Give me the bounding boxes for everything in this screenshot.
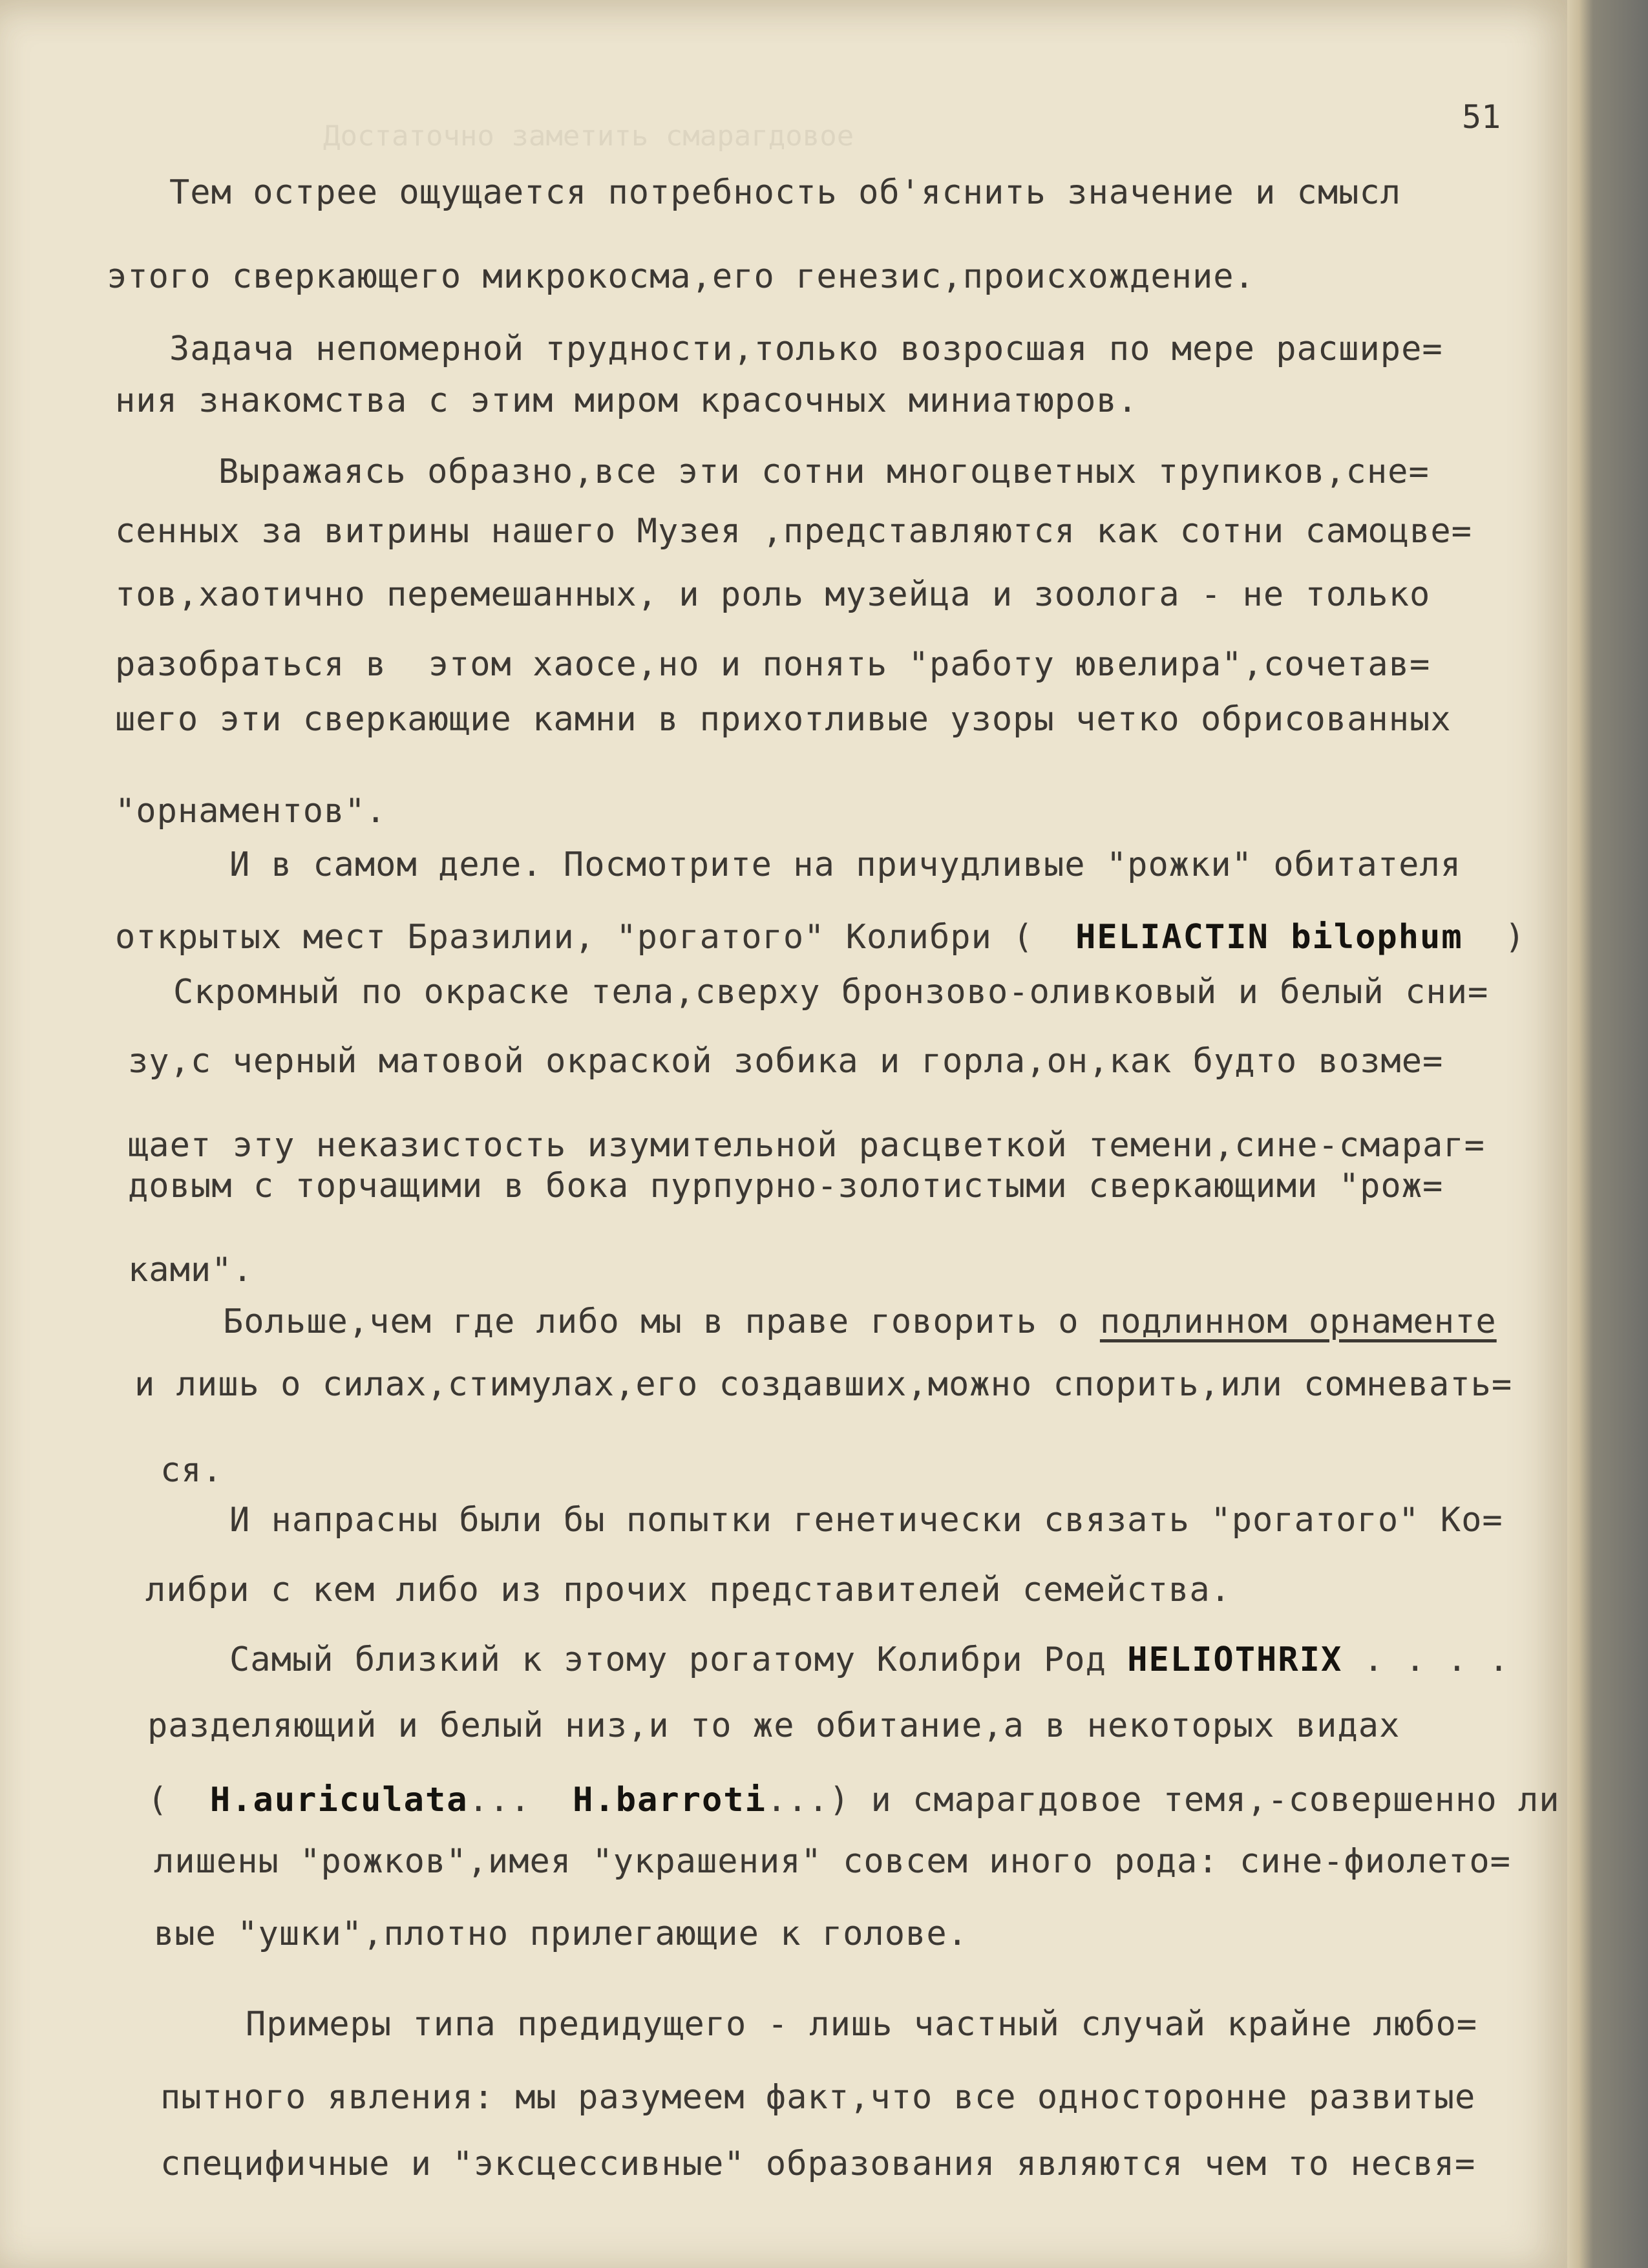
page-number: 51 bbox=[1462, 98, 1501, 136]
text-line bbox=[115, 918, 1526, 957]
text-line bbox=[223, 1302, 1497, 1341]
text-line: разделяющий и белый низ,и то же обитание,а в некоторых видах bbox=[147, 1706, 1400, 1745]
text-line: специфичные и "эксцессивные" образования являются чем то несвя= bbox=[160, 2145, 1476, 2183]
text-line bbox=[229, 1640, 1510, 1679]
species-name: HELIACTIN bilophum bbox=[1075, 918, 1463, 957]
text-segment: ) bbox=[1505, 918, 1526, 957]
text-line: лишены "рожков",имея "украшения" совсем иного рода: сине-фиолето= bbox=[154, 1842, 1511, 1881]
text-line: ния знакомства с этим миром красочных миниатюров. bbox=[115, 381, 1139, 420]
text-line: сенных за витрины нашего Музея ,представляются как сотни самоцве= bbox=[115, 512, 1472, 551]
species-name: H.barroti bbox=[573, 1781, 766, 1819]
text-line: разобраться в этом хаосе,но и понять "работу ювелира",сочетав= bbox=[115, 645, 1431, 684]
text-segment: Самый близкий к этому рогатому Колибри Род bbox=[229, 1640, 1128, 1679]
text-line: и лишь о силах,стимулах,его создавших,можно спорить,или сомневать= bbox=[134, 1365, 1513, 1404]
text-line: Тем острее ощущается потребность об'яснить значение и смысл bbox=[169, 173, 1402, 212]
underlined-phrase: подлинном орнаменте bbox=[1099, 1302, 1497, 1341]
bleed-through-text: Достаточно заметить смарагдовое bbox=[323, 120, 854, 153]
text-line: тов,хаотично перемешанных, и роль музейца и зоолога - не только bbox=[115, 575, 1431, 614]
text-line: ся. bbox=[160, 1451, 223, 1490]
text-segment: ( bbox=[147, 1781, 210, 1819]
text-line: "орнаментов". bbox=[115, 792, 386, 831]
text-line: вые "ушки",плотно прилегающие к голове. bbox=[154, 1914, 968, 1953]
text-segment: открытых мест Бразилии, "рогатого" Колибри ( bbox=[115, 918, 1034, 957]
genus-name: HELIOTHRIX bbox=[1127, 1640, 1343, 1679]
text-line: Задача непомерной трудности,только возросшая по мере расшире= bbox=[169, 330, 1443, 368]
text-segment: ...) и смарагдовое темя,-совершенно ли bbox=[766, 1781, 1560, 1819]
text-segment: Больше,чем где либо мы в праве говорить о bbox=[223, 1302, 1100, 1341]
text-line: этого сверкающего микрокосма,его генезис,происхождение. bbox=[107, 257, 1255, 296]
text-segment: ... bbox=[468, 1781, 573, 1819]
species-name: H.auriculata bbox=[209, 1781, 469, 1819]
text-line: зу,с черный матовой окраской зобика и горла,он,как будто возме= bbox=[128, 1042, 1444, 1081]
text-line: Выражаясь образно,все эти сотни многоцветных трупиков,сне= bbox=[218, 452, 1430, 491]
text-line: щает эту неказистость изумительной расцветкой темени,сине-смараг= bbox=[128, 1126, 1485, 1165]
ellipsis: . . . . bbox=[1342, 1640, 1510, 1679]
text-line: либри с кем либо из прочих представителей семейства. bbox=[145, 1571, 1231, 1609]
text-line: ками". bbox=[128, 1251, 253, 1289]
text-line bbox=[147, 1781, 1560, 1819]
text-line: И в самом деле. Посмотрите на причудливые "рожки" обитателя bbox=[229, 845, 1462, 884]
text-line: довым с торчащими в бока пурпурно-золотистыми сверкающими "рож= bbox=[128, 1167, 1444, 1205]
page-edge-background bbox=[1567, 0, 1648, 2268]
text-line: Примеры типа предидущего - лишь частный случай крайне любо= bbox=[246, 2005, 1478, 2044]
text-line: пытного явления: мы разумеем факт,что все односторонне развитые bbox=[160, 2078, 1476, 2117]
text-line: Скромный по окраске тела,сверху бронзово-оливковый и белый сни= bbox=[173, 973, 1489, 1012]
text-line: И напрасны были бы попытки генетически связать "рогатого" Ко= bbox=[229, 1501, 1503, 1540]
text-line: шего эти сверкающие камни в прихотливые узоры четко обрисованных bbox=[115, 700, 1452, 739]
